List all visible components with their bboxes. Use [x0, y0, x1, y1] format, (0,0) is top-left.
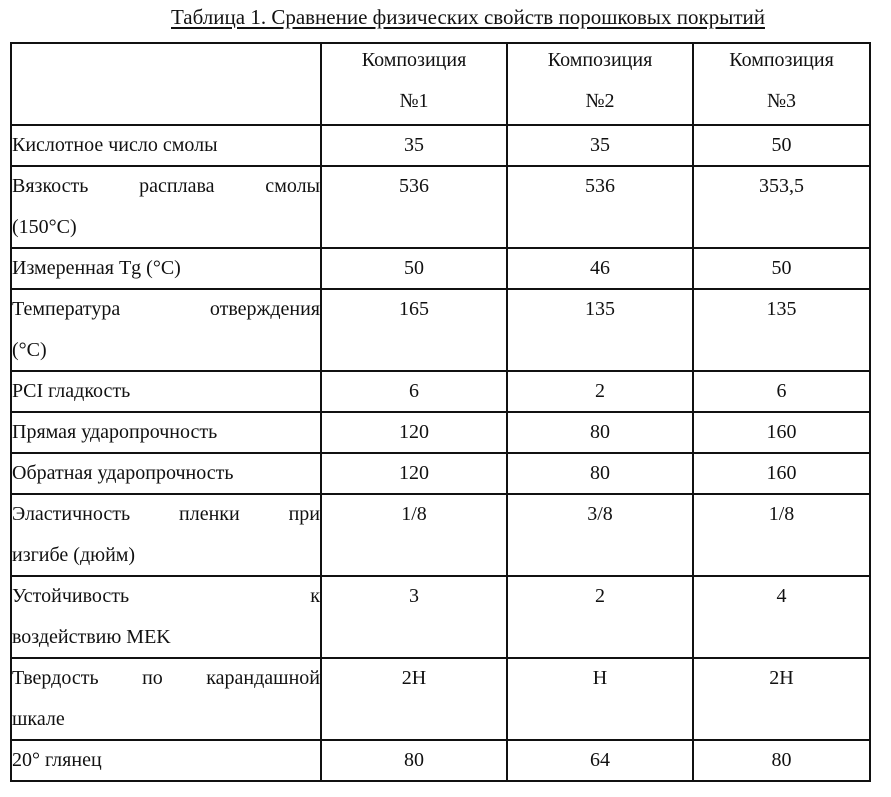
- value-text: 64: [590, 749, 610, 771]
- row-label-line: Измеренная Tg (°C): [12, 257, 181, 279]
- row-label-line: Кислотное число смолы: [12, 134, 218, 156]
- value-cell: [507, 289, 693, 371]
- value-text: 50: [404, 257, 424, 279]
- row-label: [11, 125, 321, 166]
- table-header-row: [11, 43, 870, 125]
- header-text: Композиция: [547, 49, 653, 71]
- value-cell: [321, 248, 507, 289]
- value-cell: [321, 289, 507, 371]
- header-number: №1: [399, 90, 429, 112]
- value-text: 536: [585, 175, 615, 197]
- value-cell: [693, 248, 870, 289]
- value-text: 1/8: [401, 503, 427, 525]
- row-label: [11, 289, 321, 371]
- value-text: 120: [399, 421, 429, 443]
- properties-table: [10, 42, 871, 782]
- value-cell: [693, 412, 870, 453]
- value-text: 46: [590, 257, 610, 279]
- value-text: 6: [776, 380, 787, 402]
- value-cell: [507, 166, 693, 248]
- value-cell: [507, 248, 693, 289]
- value-text: 50: [771, 257, 792, 279]
- row-label-line: воздействию MEK: [12, 626, 171, 648]
- value-cell: [507, 576, 693, 658]
- value-text: 3: [409, 585, 419, 607]
- value-text: 35: [404, 134, 424, 156]
- value-text: 4: [776, 585, 787, 607]
- value-text: 160: [766, 462, 797, 484]
- table-row: [11, 166, 870, 248]
- value-text: 80: [590, 462, 610, 484]
- value-cell: [321, 371, 507, 412]
- value-text: 35: [590, 134, 610, 156]
- header-text: Композиция: [361, 49, 467, 71]
- row-label-line: Эластичность пленки при: [12, 503, 320, 525]
- table-row: [11, 371, 870, 412]
- table-row: [11, 125, 870, 166]
- row-label-line: шкале: [12, 708, 65, 730]
- value-text: 1/8: [768, 503, 795, 525]
- table-row: [11, 412, 870, 453]
- row-label-line: Температура отверждения: [12, 298, 320, 320]
- value-cell: [693, 740, 870, 781]
- value-cell: [321, 125, 507, 166]
- value-text: H: [592, 667, 608, 689]
- value-cell: [693, 494, 870, 576]
- row-label: [11, 248, 321, 289]
- row-label-line: Обратная ударопрочность: [12, 462, 234, 484]
- row-label: [11, 576, 321, 658]
- table-row: [11, 248, 870, 289]
- row-label-line: Устойчивость к: [12, 585, 320, 607]
- header-text: Композиция: [729, 49, 834, 71]
- value-cell: [321, 412, 507, 453]
- row-label-line: (°C): [12, 339, 47, 361]
- header-number: №2: [585, 90, 615, 112]
- value-text: 80: [404, 749, 424, 771]
- value-cell: [507, 125, 693, 166]
- row-label: [11, 453, 321, 494]
- value-text: 2H: [401, 667, 427, 689]
- row-label: [11, 658, 321, 740]
- value-cell: [507, 494, 693, 576]
- value-cell: [507, 371, 693, 412]
- table-row: [11, 740, 870, 781]
- value-cell: [507, 453, 693, 494]
- value-cell: [321, 453, 507, 494]
- value-text: 80: [771, 749, 792, 771]
- value-cell: [507, 740, 693, 781]
- value-text: 2: [595, 585, 605, 607]
- value-text: 536: [399, 175, 429, 197]
- table-row: [11, 494, 870, 576]
- header-empty-cell: [11, 43, 321, 125]
- row-label: [11, 371, 321, 412]
- row-label-line: Прямая ударопрочность: [12, 421, 218, 443]
- value-cell: [321, 166, 507, 248]
- table-caption: Таблица 1. Сравнение физических свойств порошковых покрытий: [171, 5, 765, 29]
- value-cell: [693, 125, 870, 166]
- row-label-line: Твердость по карандашной: [12, 667, 320, 689]
- value-text: 353,5: [759, 175, 804, 197]
- value-cell: [321, 494, 507, 576]
- header-composition-1: [321, 43, 507, 125]
- value-cell: [321, 740, 507, 781]
- value-text: 6: [409, 380, 419, 402]
- row-label: [11, 494, 321, 576]
- value-cell: [321, 658, 507, 740]
- header-composition-2: [507, 43, 693, 125]
- value-text: 120: [399, 462, 429, 484]
- row-label-line: PCI гладкость: [12, 380, 131, 402]
- value-cell: [693, 166, 870, 248]
- value-text: 50: [771, 134, 792, 156]
- row-label: [11, 412, 321, 453]
- row-label: [11, 166, 321, 248]
- row-label-line: Вязкость расплава смолы: [12, 175, 320, 197]
- header-composition-3: [693, 43, 870, 125]
- row-label-line: изгибе (дюйм): [12, 544, 136, 566]
- value-cell: [693, 576, 870, 658]
- value-text: 165: [399, 298, 429, 320]
- row-label-line: 20° глянец: [12, 749, 102, 771]
- table-row: [11, 453, 870, 494]
- value-text: 2H: [769, 667, 794, 689]
- value-text: 160: [766, 421, 797, 443]
- value-text: 135: [766, 298, 797, 320]
- table-row: [11, 289, 870, 371]
- value-cell: [693, 453, 870, 494]
- value-text: 3/8: [587, 503, 613, 525]
- value-cell: [693, 371, 870, 412]
- value-cell: [507, 412, 693, 453]
- row-label: [11, 740, 321, 781]
- value-cell: [321, 576, 507, 658]
- value-text: 135: [585, 298, 615, 320]
- table-row: [11, 658, 870, 740]
- value-cell: [693, 289, 870, 371]
- table-row: [11, 576, 870, 658]
- header-number: №3: [766, 90, 797, 112]
- value-text: 2: [595, 380, 605, 402]
- row-label-line: (150°C): [12, 216, 77, 238]
- value-text: 80: [590, 421, 610, 443]
- value-cell: [507, 658, 693, 740]
- value-cell: [693, 658, 870, 740]
